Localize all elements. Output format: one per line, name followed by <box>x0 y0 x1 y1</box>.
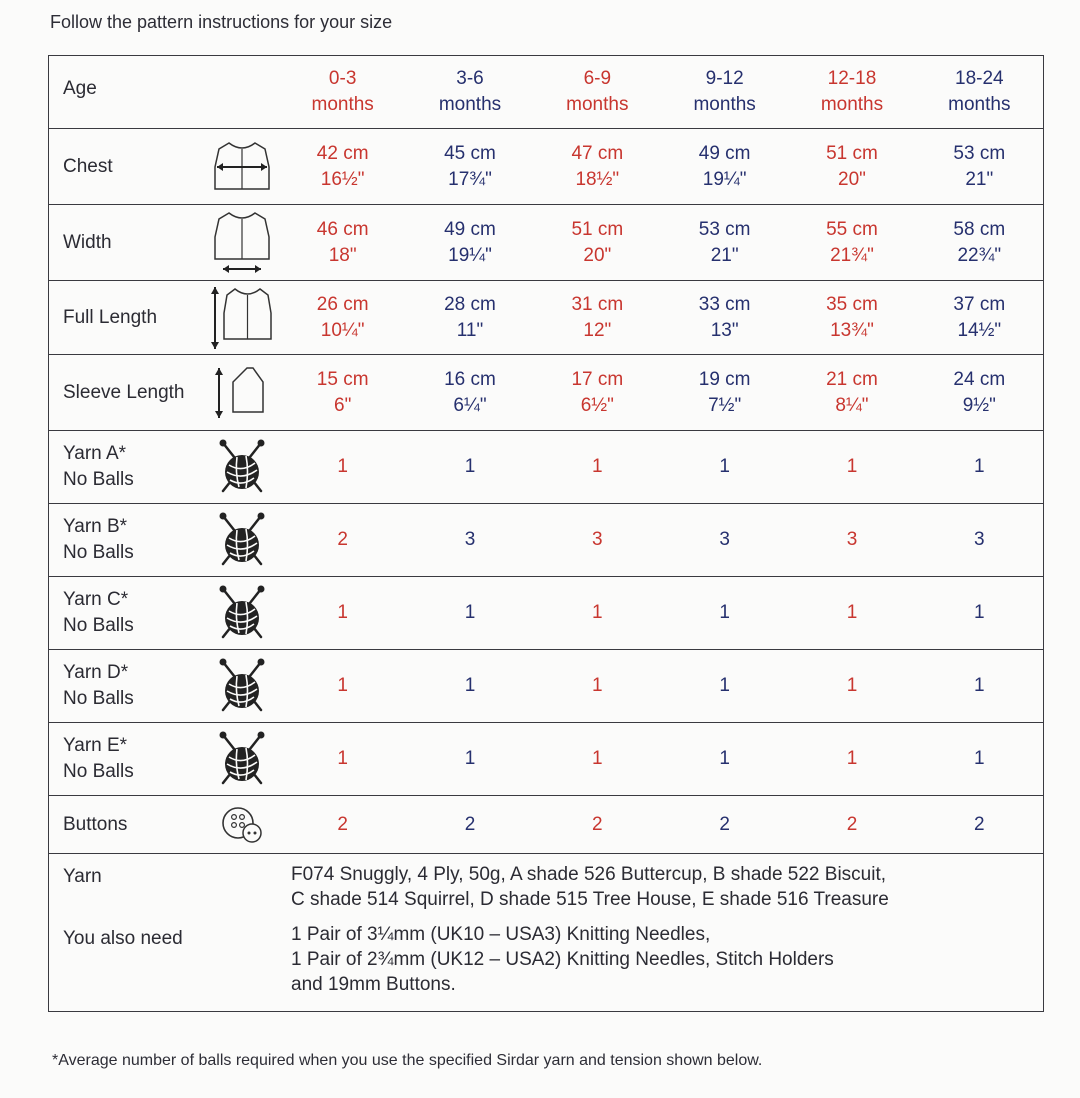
page-heading: Follow the pattern instructions for your size <box>50 12 393 32</box>
yarn-a-value: 1 <box>719 456 730 477</box>
yarn-e-value: 1 <box>974 748 985 769</box>
yarn-e-value: 1 <box>337 748 348 769</box>
materials-text <box>279 854 1043 1011</box>
yarn-b-value: 3 <box>846 529 858 550</box>
yarn-ball-needles-icon <box>204 577 279 649</box>
sleeve-length-value: 19 cm 7½" <box>698 368 751 416</box>
width-value: 55 cm 21¾" <box>826 218 878 266</box>
yarn-info-line: C shade 514 Squirrel, D shade 515 Tree House, E shade 516 Treasure <box>291 889 889 910</box>
footnote: *Average number of balls required when you use the specified Sirdar yarn and tension shown below. <box>52 1052 763 1069</box>
yarn-e-value: 1 <box>464 748 476 769</box>
sleeve-length-icon <box>204 355 279 430</box>
full-length-label: Full Length <box>63 306 158 328</box>
yarn-b-value: 3 <box>464 529 476 550</box>
yarn-d-value: 1 <box>592 675 603 696</box>
chest-label: Chest <box>63 155 113 177</box>
buttons-value: 2 <box>846 813 858 835</box>
full-length-value: 31 cm 12" <box>571 293 624 341</box>
buttons-label: Buttons <box>63 813 128 835</box>
yarn-d-label: Yarn D* No Balls <box>63 662 134 709</box>
yarn-e-value: 1 <box>592 748 603 769</box>
buttons-value: 2 <box>464 813 476 835</box>
width-value: 46 cm 18" <box>316 218 369 266</box>
yarn-a-value: 1 <box>337 456 348 477</box>
yarn-b-value: 3 <box>719 529 730 550</box>
yarn-d-value: 1 <box>337 675 348 696</box>
size-header: 12-18 months <box>820 68 884 115</box>
buttons-value: 2 <box>719 813 730 835</box>
width-value: 58 cm 22¾" <box>953 218 1006 266</box>
yarn-d-value: 1 <box>464 675 476 696</box>
materials-row <box>49 854 1043 1011</box>
yarn-b-label: Yarn B* No Balls <box>63 516 134 563</box>
chest-value: 53 cm 21" <box>953 142 1006 190</box>
yarn-e-value: 1 <box>846 748 858 769</box>
also-need-line: and 19mm Buttons. <box>291 974 456 995</box>
yarn-d-value: 1 <box>974 675 985 696</box>
sleeve-length-label: Sleeve Length <box>63 381 185 403</box>
buttons-row <box>49 796 1043 854</box>
yarn-a-row <box>49 431 1043 504</box>
width-label: Width <box>63 231 112 253</box>
age-label: Age <box>63 78 97 99</box>
yarn-a-value: 1 <box>974 456 985 477</box>
width-value: 49 cm 19¼" <box>444 218 496 266</box>
chest-value: 42 cm 16½" <box>316 142 369 190</box>
yarn-info-label: Yarn <box>63 866 102 887</box>
yarn-e-value: 1 <box>719 748 730 769</box>
cardigan-width-icon <box>204 205 279 280</box>
yarn-ball-needles-icon <box>204 504 279 576</box>
also-need-line: 1 Pair of 2¾mm (UK12 – USA2) Knitting Needles, Stitch Holders <box>291 949 834 970</box>
yarn-b-value: 3 <box>592 529 603 550</box>
sleeve-length-value: 16 cm 6¼" <box>444 368 496 416</box>
full-length-value: 33 cm 13" <box>698 293 751 341</box>
yarn-d-value: 1 <box>719 675 730 696</box>
chest-value: 45 cm 17¾" <box>444 142 496 190</box>
chest-value: 49 cm 19¼" <box>698 142 751 190</box>
yarn-d-row <box>49 650 1043 723</box>
buttons-value: 2 <box>592 813 603 835</box>
full-length-row <box>49 281 1043 355</box>
sleeve-length-value: 21 cm 8¼" <box>826 368 878 416</box>
yarn-ball-needles-icon <box>204 650 279 722</box>
yarn-c-value: 1 <box>719 602 730 623</box>
yarn-ball-needles-icon <box>204 431 279 503</box>
cardigan-length-icon <box>204 281 279 354</box>
materials-labels <box>49 854 279 1011</box>
size-header: 3-6 months <box>438 68 502 115</box>
buttons-value: 2 <box>974 813 985 835</box>
also-need-label: You also need <box>63 928 183 949</box>
size-header: 6-9 months <box>566 68 629 115</box>
yarn-c-value: 1 <box>846 602 858 623</box>
full-length-value: 28 cm 11" <box>444 293 496 341</box>
size-header: 0-3 months <box>311 68 374 115</box>
buttons-icon <box>204 796 279 853</box>
yarn-a-value: 1 <box>592 456 603 477</box>
width-row <box>49 205 1043 281</box>
sleeve-length-row <box>49 355 1043 431</box>
age-row <box>49 56 1043 129</box>
yarn-b-value: 3 <box>974 529 985 550</box>
yarn-c-value: 1 <box>337 602 348 623</box>
width-value: 53 cm 21" <box>698 218 751 266</box>
yarn-a-value: 1 <box>846 456 858 477</box>
chest-value: 51 cm 20" <box>826 142 878 190</box>
also-need-line: 1 Pair of 3¼mm (UK10 – USA3) Knitting Needles, <box>291 924 711 945</box>
chest-row <box>49 129 1043 205</box>
chest-value: 47 cm 18½" <box>571 142 624 190</box>
sleeve-length-value: 17 cm 6½" <box>571 368 624 416</box>
sleeve-length-value: 15 cm 6" <box>316 368 369 416</box>
cardigan-chest-icon <box>204 129 279 204</box>
yarn-a-value: 1 <box>464 456 476 477</box>
yarn-info-line: F074 Snuggly, 4 Ply, 50g, A shade 526 Buttercup, B shade 522 Biscuit, <box>291 864 887 885</box>
yarn-e-row <box>49 723 1043 796</box>
yarn-c-value: 1 <box>974 602 985 623</box>
yarn-c-value: 1 <box>592 602 603 623</box>
buttons-value: 2 <box>337 813 348 835</box>
yarn-c-row <box>49 577 1043 650</box>
yarn-d-value: 1 <box>846 675 858 696</box>
full-length-value: 26 cm 10¼" <box>316 293 369 341</box>
size-header: 9-12 months <box>693 68 756 115</box>
width-value: 51 cm 20" <box>571 218 624 266</box>
size-table <box>48 55 1044 1012</box>
yarn-e-label: Yarn E* No Balls <box>63 735 134 782</box>
yarn-a-label: Yarn A* No Balls <box>63 443 134 490</box>
yarn-b-value: 2 <box>337 529 348 550</box>
full-length-value: 37 cm 14½" <box>953 293 1006 341</box>
size-header: 18-24 months <box>948 68 1011 115</box>
yarn-ball-needles-icon <box>204 723 279 795</box>
full-length-value: 35 cm 13¾" <box>826 293 878 341</box>
sleeve-length-value: 24 cm 9½" <box>953 368 1006 416</box>
yarn-b-row <box>49 504 1043 577</box>
yarn-c-label: Yarn C* No Balls <box>63 589 134 636</box>
yarn-c-value: 1 <box>464 602 476 623</box>
